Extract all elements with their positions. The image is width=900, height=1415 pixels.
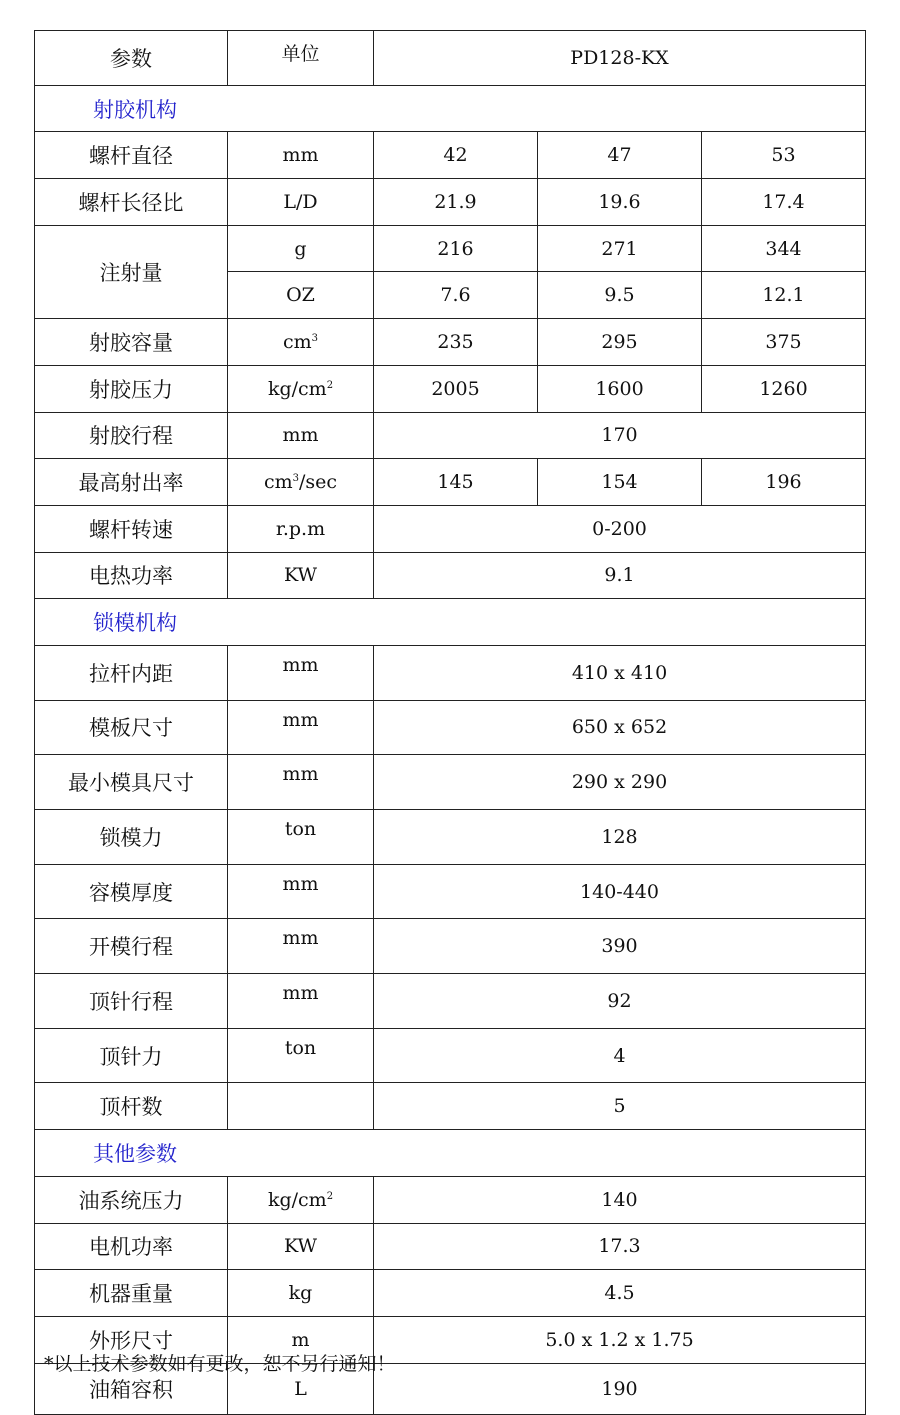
unit-cell: [228, 1176, 374, 1223]
table-row: [35, 645, 866, 700]
value-cell: 170: [374, 412, 866, 459]
param-label: 顶杆数: [35, 1083, 228, 1130]
value-cell: 21.9: [374, 179, 538, 226]
param-label: 外形尺寸: [35, 1316, 228, 1363]
value-cell: 154: [538, 459, 702, 506]
header-unit: 单位: [228, 31, 374, 86]
value-cell: 1260: [702, 365, 866, 412]
table-row: [35, 459, 866, 506]
param-label: 电机功率: [35, 1223, 228, 1270]
unit-cell: mm: [228, 974, 374, 1029]
value-cell: 235: [374, 319, 538, 366]
param-label: 容模厚度: [35, 864, 228, 919]
value-cell: 410 x 410: [374, 645, 866, 700]
unit-cell: L: [228, 1363, 374, 1414]
value-cell: 390: [374, 919, 866, 974]
table-row: [35, 319, 866, 366]
table-row: [35, 1270, 866, 1317]
value-cell: 5.0 x 1.2 x 1.75: [374, 1316, 866, 1363]
unit-cell: [228, 319, 374, 366]
value-cell: 5: [374, 1083, 866, 1130]
param-label: 射胶容量: [35, 319, 228, 366]
param-label: 开模行程: [35, 919, 228, 974]
param-label: 顶针力: [35, 1028, 228, 1083]
unit-cell: KW: [228, 1223, 374, 1270]
section-row-clamping: [35, 599, 866, 646]
table-row: [35, 864, 866, 919]
value-cell: 7.6: [374, 272, 538, 319]
value-cell: 290 x 290: [374, 755, 866, 810]
value-cell: 92: [374, 974, 866, 1029]
param-label: 射胶行程: [35, 412, 228, 459]
unit-cell: mm: [228, 412, 374, 459]
unit-base: kg/cm: [267, 1188, 327, 1211]
value-cell: 42: [374, 132, 538, 179]
section-row-other: [35, 1130, 866, 1177]
param-label: 注射量: [35, 225, 228, 318]
table-row: [35, 505, 866, 552]
header-param: 参数: [35, 31, 228, 86]
table-row: [35, 810, 866, 865]
value-cell: 4: [374, 1028, 866, 1083]
unit-cell: ton: [228, 810, 374, 865]
value-cell: 2005: [374, 365, 538, 412]
value-cell: 190: [374, 1363, 866, 1414]
table-row: [35, 365, 866, 412]
unit-cell: mm: [228, 755, 374, 810]
param-label: 油箱容积: [35, 1363, 228, 1414]
param-label: 最高射出率: [35, 459, 228, 506]
unit-cell: g: [228, 225, 374, 272]
value-cell: 1600: [538, 365, 702, 412]
param-label: 机器重量: [35, 1270, 228, 1317]
value-cell: 295: [538, 319, 702, 366]
value-cell: 17.3: [374, 1223, 866, 1270]
value-cell: 19.6: [538, 179, 702, 226]
value-cell: 216: [374, 225, 538, 272]
unit-cell: mm: [228, 864, 374, 919]
param-label: 螺杆直径: [35, 132, 228, 179]
value-cell: 47: [538, 132, 702, 179]
unit-suffix: /sec: [299, 471, 338, 494]
table-row: [35, 700, 866, 755]
value-cell: 344: [702, 225, 866, 272]
unit-base: kg/cm: [267, 377, 327, 400]
value-cell: 9.5: [538, 272, 702, 319]
unit-cell: m: [228, 1316, 374, 1363]
value-cell: 140-440: [374, 864, 866, 919]
unit-cell: [228, 459, 374, 506]
unit-cell: OZ: [228, 272, 374, 319]
unit-cell: KW: [228, 552, 374, 599]
value-cell: 0-200: [374, 505, 866, 552]
value-cell: 650 x 652: [374, 700, 866, 755]
value-cell: 17.4: [702, 179, 866, 226]
param-label: 螺杆长径比: [35, 179, 228, 226]
value-cell: 53: [702, 132, 866, 179]
unit-base: cm: [282, 330, 312, 353]
value-cell: 4.5: [374, 1270, 866, 1317]
value-cell: 140: [374, 1176, 866, 1223]
unit-cell: r.p.m: [228, 505, 374, 552]
table-row: [35, 412, 866, 459]
unit-superscript: 3: [311, 332, 319, 344]
unit-base: cm: [263, 471, 293, 494]
table-row: [35, 552, 866, 599]
table-row: [35, 1028, 866, 1083]
param-label: 电热功率: [35, 552, 228, 599]
unit-cell: [228, 365, 374, 412]
unit-cell: ton: [228, 1028, 374, 1083]
table-row: [35, 919, 866, 974]
value-cell: 9.1: [374, 552, 866, 599]
param-label: 螺杆转速: [35, 505, 228, 552]
value-cell: 196: [702, 459, 866, 506]
unit-cell: mm: [228, 919, 374, 974]
value-cell: 128: [374, 810, 866, 865]
table-row: [35, 1083, 866, 1130]
param-label: 拉杆内距: [35, 645, 228, 700]
header-model: PD128-KX: [374, 31, 866, 86]
header-row: [35, 31, 866, 86]
table-row: [35, 132, 866, 179]
unit-cell: L/D: [228, 179, 374, 226]
section-title-clamping: 锁模机构: [35, 599, 866, 646]
unit-superscript: 2: [326, 1190, 334, 1202]
value-cell: 145: [374, 459, 538, 506]
section-row-injection: [35, 85, 866, 132]
unit-superscript: 3: [292, 473, 299, 485]
unit-cell: [228, 1083, 374, 1130]
footnote: *以上技术参数如有更改，恕不另行通知！: [44, 1353, 396, 1375]
table-row: [35, 1223, 866, 1270]
table-row: [35, 974, 866, 1029]
unit-cell: kg: [228, 1270, 374, 1317]
param-label: 最小模具尺寸: [35, 755, 228, 810]
param-label: 模板尺寸: [35, 700, 228, 755]
unit-cell: mm: [228, 700, 374, 755]
section-title-injection: 射胶机构: [35, 85, 866, 132]
param-label: 射胶压力: [35, 365, 228, 412]
value-cell: 271: [538, 225, 702, 272]
table-row: [35, 179, 866, 226]
param-label: 锁模力: [35, 810, 228, 865]
section-title-other: 其他参数: [35, 1130, 866, 1177]
table-row: [35, 1176, 866, 1223]
param-label: 油系统压力: [35, 1176, 228, 1223]
unit-superscript: 2: [326, 379, 334, 391]
table-row: [35, 225, 866, 272]
value-cell: 12.1: [702, 272, 866, 319]
param-label: 顶针行程: [35, 974, 228, 1029]
value-cell: 375: [702, 319, 866, 366]
unit-cell: mm: [228, 645, 374, 700]
unit-cell: mm: [228, 132, 374, 179]
spec-table: [34, 30, 866, 1415]
table-row: [35, 755, 866, 810]
